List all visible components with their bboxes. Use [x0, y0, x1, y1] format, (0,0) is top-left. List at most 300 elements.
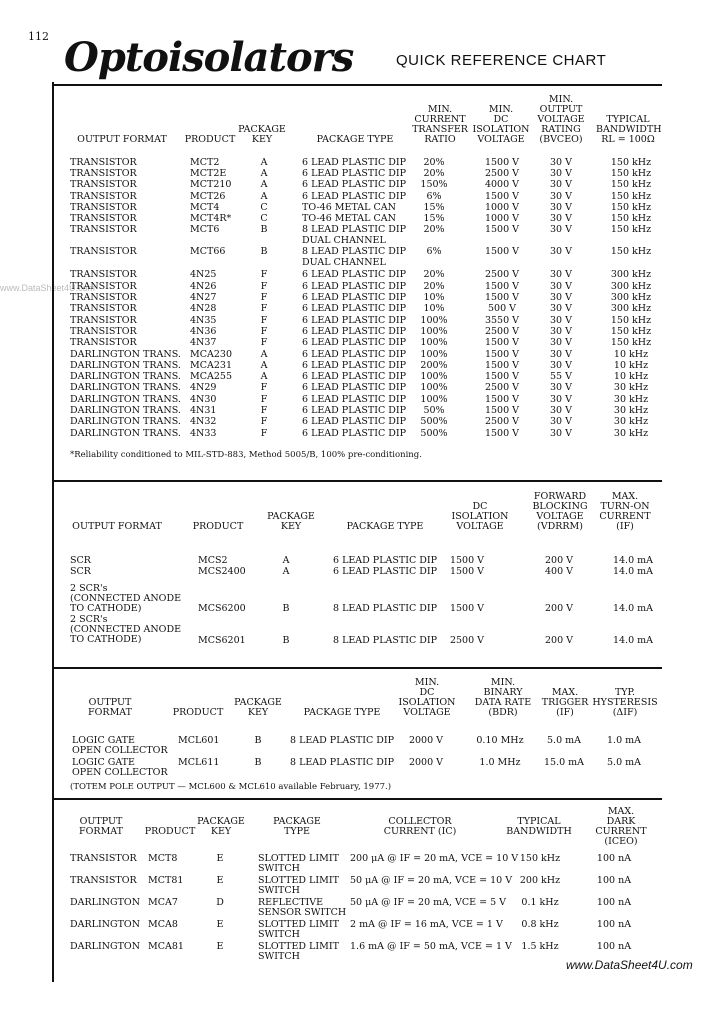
table-cell: C	[260, 213, 268, 224]
table-cell: 2500 V	[484, 168, 520, 180]
table-cell: 6 LEAD PLASTIC DIP	[302, 416, 407, 428]
table-cell: 150 kHz	[610, 314, 652, 326]
table-cell: DARLINGTON TRANS.	[70, 359, 181, 371]
table-cell: 6 LEAD PLASTIC DIP	[302, 269, 407, 281]
table-cell: B	[254, 735, 262, 746]
table-cell: MCS2	[198, 555, 228, 566]
table-cell: MCT6	[190, 224, 220, 236]
column-header: OUTPUT FORMAT	[88, 697, 132, 718]
table-cell: 200 μA @ IF = 20 mA, VCE = 10 V	[350, 853, 519, 864]
table-cell: 150 kHz	[610, 190, 652, 202]
table-cell: 30 V	[550, 213, 572, 224]
table-cell: 15%	[423, 213, 445, 224]
column-header: PACKAGE KEY	[234, 697, 282, 718]
table-cell: SLOTTED LIMIT SWITCH	[258, 875, 339, 896]
table-cell: MCS6201	[198, 635, 246, 646]
table-cell: 1000 V	[484, 213, 520, 224]
table-cell: TO-46 METAL CAN	[302, 201, 396, 213]
table-cell: MCT2E	[190, 168, 227, 180]
table-cell: 30 V	[550, 168, 572, 180]
table-cell: 400 V	[544, 566, 573, 577]
table-cell: 1000 V	[484, 201, 520, 213]
table-cell: 2500 V	[484, 382, 520, 394]
table-cell: 4N28	[190, 303, 217, 315]
table-cell: MCA7	[148, 897, 178, 908]
table-cell: MCT4	[190, 201, 220, 213]
table-cell: 1500 V	[484, 190, 520, 202]
table-cell: LOGIC GATE OPEN COLLECTOR	[72, 757, 168, 778]
column-header: MIN. BINARY DATA RATE (BDR)	[474, 677, 532, 718]
column-header: PRODUCT	[144, 826, 196, 837]
table-cell: MCT26	[190, 190, 226, 202]
table-cell: 2000 V	[408, 757, 444, 768]
column-header: DC ISOLATION VOLTAGE	[451, 501, 509, 532]
table-cell: DARLINGTON TRANS.	[70, 382, 181, 394]
table-cell: 30 V	[550, 292, 572, 303]
table-cell: 30 kHz	[613, 427, 649, 439]
table-cell: 1500 V	[449, 555, 485, 566]
availability-note: (TOTEM POLE OUTPUT — MCL600 & MCL610 available February, 1977.)	[70, 782, 392, 792]
table-cell: 10 kHz	[613, 371, 649, 383]
table-cell: 100%	[420, 382, 448, 394]
page-number: 112	[28, 30, 49, 43]
table-cell: 8 LEAD PLASTIC DIP	[290, 757, 395, 768]
table-cell: 30 kHz	[613, 393, 649, 405]
table-cell: TRANSISTOR	[70, 201, 137, 213]
table-cell: 100 nA	[596, 853, 632, 864]
table-cell: B	[282, 603, 290, 614]
table-cell: 30 V	[550, 416, 572, 428]
table-cell: 200%	[420, 359, 448, 371]
table-cell: E	[216, 853, 224, 864]
table-cell: 10 kHz	[613, 359, 649, 371]
table-cell: 8 LEAD PLASTIC DIP	[333, 635, 438, 646]
table-cell: 10 kHz	[613, 348, 649, 360]
table-cell: 30 V	[550, 190, 572, 202]
table-cell: 100%	[420, 348, 448, 360]
table-cell: TRANSISTOR	[70, 314, 137, 326]
table-cell: 30 V	[550, 280, 572, 292]
table-cell: E	[216, 919, 224, 930]
table-cell: F	[260, 405, 268, 416]
table-cell: 0.10 MHz	[476, 735, 524, 746]
table-cell: SLOTTED LIMIT SWITCH	[258, 853, 339, 874]
table-cell: DARLINGTON TRANS.	[70, 405, 181, 416]
table-cell: 4N31	[190, 405, 217, 416]
table-cell: 200 V	[544, 603, 573, 614]
table-cell: 150 kHz	[610, 179, 652, 191]
column-header: COLLECTOR CURRENT (IC)	[383, 816, 457, 837]
table-cell: 8 LEAD PLASTIC DIP	[302, 246, 407, 258]
table-cell: (CONNECTED ANODE TO CATHODE)	[70, 624, 182, 645]
table-cell: 6 LEAD PLASTIC DIP	[302, 371, 407, 383]
table-cell: F	[260, 382, 268, 394]
table-cell: 30 V	[550, 405, 572, 416]
table-cell: 6 LEAD PLASTIC DIP	[302, 292, 407, 303]
table-cell: 4N36	[190, 325, 217, 337]
table-cell: 200 V	[544, 635, 573, 646]
column-header: PACKAGE KEY	[267, 511, 315, 532]
table-cell: 150 kHz	[610, 224, 652, 236]
table-cell: 6 LEAD PLASTIC DIP	[302, 179, 407, 191]
table-cell: 14.0 mA	[612, 603, 654, 614]
table-cell: 100%	[420, 325, 448, 337]
table-cell: 6 LEAD PLASTIC DIP	[302, 168, 407, 180]
table-cell: 100%	[420, 371, 448, 383]
table-cell: 1500 V	[449, 603, 485, 614]
table-cell: A	[260, 157, 268, 168]
table-cell: F	[260, 269, 268, 281]
table-cell: 10%	[423, 292, 445, 303]
divider-3	[52, 667, 662, 669]
column-header: OUTPUT FORMAT	[77, 134, 167, 145]
table-cell: 1500 V	[484, 405, 520, 416]
table-cell: TRANSISTOR	[70, 190, 137, 202]
table-cell: MCT4R*	[190, 213, 232, 224]
table-cell: A	[260, 190, 268, 202]
table-cell: 1500 V	[484, 280, 520, 292]
table-cell: 6 LEAD PLASTIC DIP	[302, 382, 407, 394]
table-cell: F	[260, 303, 268, 315]
table-cell: 2000 V	[408, 735, 444, 746]
table-cell: 30 V	[550, 201, 572, 213]
column-header: FORWARD BLOCKING VOLTAGE (VDRRM)	[532, 491, 588, 532]
table-cell: 150 kHz	[610, 337, 652, 349]
table-cell: F	[260, 337, 268, 349]
table-cell: DARLINGTON TRANS.	[70, 427, 181, 439]
table-cell: F	[260, 325, 268, 337]
table-cell: 1500 V	[484, 393, 520, 405]
table-cell: 1500 V	[484, 292, 520, 303]
table-cell: 100 nA	[596, 897, 632, 908]
table-cell: MCT2	[190, 157, 220, 168]
table-cell: 2 SCR's	[70, 614, 108, 625]
table-cell: MCA8	[148, 919, 178, 930]
table-cell: SLOTTED LIMIT SWITCH	[258, 919, 339, 940]
table-cell: B	[260, 224, 268, 236]
table-cell: 5.0 mA	[547, 735, 581, 746]
table-cell: F	[260, 393, 268, 405]
table-cell: 100 nA	[596, 875, 632, 886]
table-cell: 1500 V	[484, 224, 520, 236]
table-cell: A	[260, 168, 268, 180]
table-cell: 30 V	[550, 325, 572, 337]
table-cell: 20%	[423, 224, 445, 236]
table-cell: A	[282, 566, 290, 577]
table-cell: 4N30	[190, 393, 217, 405]
table-cell: 30 kHz	[613, 382, 649, 394]
table-cell: MCA230	[190, 348, 232, 360]
table-cell: 30 V	[550, 337, 572, 349]
table-cell: 500%	[420, 427, 448, 439]
table-cell: D	[216, 897, 224, 908]
table-cell: DARLINGTON	[70, 941, 141, 952]
table-cell: 10%	[423, 303, 445, 315]
table-cell: DARLINGTON	[70, 897, 141, 908]
table-cell: 2500 V	[484, 325, 520, 337]
table-cell: 6 LEAD PLASTIC DIP	[333, 555, 438, 566]
table-cell: F	[260, 416, 268, 428]
divider-4	[52, 798, 662, 800]
table-cell: 6 LEAD PLASTIC DIP	[302, 427, 407, 439]
table-cell: 14.0 mA	[612, 635, 654, 646]
column-header: TYPICAL BANDWIDTH RL = 100Ω	[596, 114, 662, 145]
table-cell: F	[260, 314, 268, 326]
table-cell: B	[282, 635, 290, 646]
table-cell: 200 V	[544, 555, 573, 566]
table-cell: 150 kHz	[610, 201, 652, 213]
table-cell: 6%	[426, 190, 442, 202]
table-cell: MCS2400	[198, 566, 246, 577]
table-cell: B	[254, 757, 262, 768]
table-cell: 100%	[420, 314, 448, 326]
table-cell: 150 kHz	[519, 853, 561, 864]
table-cell: 6 LEAD PLASTIC DIP	[302, 337, 407, 349]
table-cell: 1.0 MHz	[479, 757, 521, 768]
table-cell: TRANSISTOR	[70, 280, 137, 292]
table-cell: 30 V	[550, 382, 572, 394]
table-cell: TRANSISTOR	[70, 853, 137, 864]
table-cell: 300 kHz	[610, 303, 652, 315]
table-cell: MCA231	[190, 359, 232, 371]
table-cell: F	[260, 280, 268, 292]
table-cell: 150 kHz	[610, 213, 652, 224]
table-cell: REFLECTIVE SENSOR SWITCH	[258, 897, 347, 918]
table-cell: 1500 V	[484, 427, 520, 439]
table-cell: DARLINGTON	[70, 919, 141, 930]
table-cell: 20%	[423, 269, 445, 281]
column-header: MIN. DC ISOLATION VOLTAGE	[472, 104, 530, 145]
table-cell: 4N33	[190, 427, 217, 439]
table-cell: TRANSISTOR	[70, 157, 137, 168]
column-header: PRODUCT	[172, 707, 224, 718]
table-cell: 200 kHz	[519, 875, 561, 886]
table-cell: 6 LEAD PLASTIC DIP	[302, 359, 407, 371]
column-header: PACKAGE KEY	[197, 816, 245, 837]
table-cell: 6 LEAD PLASTIC DIP	[302, 325, 407, 337]
table-cell: 30 V	[550, 224, 572, 236]
page-title: Optoisolators	[64, 34, 354, 81]
table-cell: 2 SCR's	[70, 583, 108, 594]
table-cell: 30 V	[550, 246, 572, 258]
table-cell: 1500 V	[484, 359, 520, 371]
column-header: PRODUCT	[192, 521, 244, 532]
table-cell: 4N37	[190, 337, 217, 349]
table-cell: 300 kHz	[610, 280, 652, 292]
table-cell: 20%	[423, 168, 445, 180]
table-cell: TRANSISTOR	[70, 213, 137, 224]
table-cell: 14.0 mA	[612, 555, 654, 566]
table-cell: MCT81	[148, 875, 184, 886]
table-cell: 1500 V	[484, 371, 520, 383]
table-cell: 6 LEAD PLASTIC DIP	[302, 393, 407, 405]
table-cell: 6 LEAD PLASTIC DIP	[333, 566, 438, 577]
table-cell: 6 LEAD PLASTIC DIP	[302, 348, 407, 360]
table-cell: 1500 V	[484, 348, 520, 360]
table-cell: F	[260, 292, 268, 303]
table-cell: 1500 V	[484, 157, 520, 168]
watermark-right: www.DataSheet4U.com	[566, 958, 693, 972]
table-cell: 6 LEAD PLASTIC DIP	[302, 157, 407, 168]
table-cell: DARLINGTON TRANS.	[70, 348, 181, 360]
table-cell: MCL611	[178, 757, 220, 768]
table-cell: A	[260, 348, 268, 360]
table-cell: 30 V	[550, 303, 572, 315]
table-cell: DARLINGTON TRANS.	[70, 393, 181, 405]
table-cell: 4N27	[190, 292, 217, 303]
table-cell: 150 kHz	[610, 325, 652, 337]
column-header: MIN. DC ISOLATION VOLTAGE	[398, 677, 456, 718]
divider-2	[52, 480, 662, 482]
table-cell: 15%	[423, 201, 445, 213]
table-cell: 4N32	[190, 416, 217, 428]
table-cell: 100 nA	[596, 941, 632, 952]
table-cell: DUAL CHANNEL	[302, 235, 386, 247]
table-cell: 4N29	[190, 382, 217, 394]
table-cell: A	[282, 555, 290, 566]
table-cell: 100%	[420, 337, 448, 349]
table-cell: 6%	[426, 246, 442, 258]
table-cell: TRANSISTOR	[70, 337, 137, 349]
table-cell: 0.8 kHz	[521, 919, 559, 930]
table-cell: 1.6 mA @ IF = 50 mA, VCE = 1 V	[350, 941, 512, 952]
table-cell: 30 V	[550, 157, 572, 168]
table-cell: 6 LEAD PLASTIC DIP	[302, 314, 407, 326]
table-cell: TRANSISTOR	[70, 179, 137, 191]
table-cell: 30 V	[550, 348, 572, 360]
table-cell: 3550 V	[484, 314, 520, 326]
table-cell: 30 kHz	[613, 416, 649, 428]
table-cell: LOGIC GATE OPEN COLLECTOR	[72, 735, 168, 756]
table-cell: 4N26	[190, 280, 217, 292]
table-cell: 100%	[420, 393, 448, 405]
table-cell: SCR	[70, 566, 91, 577]
footnote: *Reliability conditioned to MIL-STD-883, Method 5005/B, 100% pre-conditioning.	[70, 450, 422, 460]
table-cell: 55 V	[550, 371, 572, 383]
watermark-left: www.DataSheet4U.com	[0, 283, 96, 293]
column-header: PACKAGE TYPE	[273, 816, 321, 837]
table-cell: 1500 V	[449, 566, 485, 577]
table-cell: (CONNECTED ANODE TO CATHODE)	[70, 593, 182, 614]
table-cell: 150%	[420, 179, 448, 191]
table-cell: SLOTTED LIMIT SWITCH	[258, 941, 339, 962]
table-cell: TRANSISTOR	[70, 292, 137, 303]
table-cell: 1.0 mA	[607, 735, 641, 746]
table-cell: C	[260, 201, 268, 213]
table-cell: E	[216, 875, 224, 886]
table-cell: 4N35	[190, 314, 217, 326]
table-cell: MCS6200	[198, 603, 246, 614]
table-cell: MCT8	[148, 853, 178, 864]
table-cell: 2500 V	[484, 269, 520, 281]
table-cell: 30 V	[550, 427, 572, 439]
table-cell: F	[260, 427, 268, 439]
table-cell: 100 nA	[596, 919, 632, 930]
table-cell: 500 V	[487, 303, 516, 315]
page-subtitle: QUICK REFERENCE CHART	[396, 52, 607, 69]
table-cell: A	[260, 179, 268, 191]
table-cell: 14.0 mA	[612, 566, 654, 577]
table-cell: MCA81	[148, 941, 184, 952]
table-cell: 2500 V	[449, 635, 485, 646]
table-cell: 0.1 kHz	[521, 897, 559, 908]
column-header: PACKAGE TYPE	[316, 134, 394, 145]
table-cell: DARLINGTON TRANS.	[70, 416, 181, 428]
table-cell: 5.0 mA	[607, 757, 641, 768]
table-cell: A	[260, 371, 268, 383]
table-cell: 30 V	[550, 359, 572, 371]
table-cell: 1500 V	[484, 337, 520, 349]
table-cell: 2500 V	[484, 416, 520, 428]
table-cell: 20%	[423, 280, 445, 292]
table-cell: 20%	[423, 157, 445, 168]
table-cell: 2 mA @ IF = 16 mA, VCE = 1 V	[350, 919, 503, 930]
column-header: TYP. HYSTERESIS (ΔIF)	[592, 687, 658, 718]
table-cell: TRANSISTOR	[70, 168, 137, 180]
table-cell: 50%	[423, 405, 445, 416]
column-header: OUTPUT FORMAT	[79, 816, 123, 837]
table-cell: 6 LEAD PLASTIC DIP	[302, 190, 407, 202]
table-cell: E	[216, 941, 224, 952]
table-cell: 500%	[420, 416, 448, 428]
table-cell: 30 kHz	[613, 405, 649, 416]
table-cell: 150 kHz	[610, 168, 652, 180]
column-header: MAX. DARK CURRENT (ICEO)	[595, 806, 647, 847]
table-cell: TRANSISTOR	[70, 269, 137, 281]
table-cell: MCT66	[190, 246, 226, 258]
column-header: OUTPUT FORMAT	[72, 521, 162, 532]
table-cell: TRANSISTOR	[70, 875, 137, 886]
table-cell: 50 μA @ IF = 20 mA, VCE = 10 V	[350, 875, 513, 886]
table-cell: 30 V	[550, 393, 572, 405]
divider-top	[52, 84, 662, 86]
table-cell: 4N25	[190, 269, 217, 281]
table-cell: 30 V	[550, 269, 572, 281]
table-cell: TRANSISTOR	[70, 325, 137, 337]
table-cell: 30 V	[550, 314, 572, 326]
table-cell: B	[260, 246, 268, 258]
table-cell: TRANSISTOR	[70, 246, 137, 258]
column-header: PACKAGE TYPE	[303, 707, 381, 718]
table-cell: TO-46 METAL CAN	[302, 213, 396, 224]
table-cell: TRANSISTOR	[70, 303, 137, 315]
table-cell: 30 V	[550, 179, 572, 191]
column-header: TYPICAL BANDWIDTH	[506, 816, 572, 837]
table-cell: 8 LEAD PLASTIC DIP	[333, 603, 438, 614]
table-cell: 6 LEAD PLASTIC DIP	[302, 303, 407, 315]
table-cell: MCL601	[178, 735, 220, 746]
column-header: MAX. TURN-ON CURRENT (IF)	[599, 491, 651, 532]
column-header: MIN. OUTPUT VOLTAGE RATING (BVCEO)	[537, 94, 585, 145]
table-cell: 15.0 mA	[543, 757, 585, 768]
column-header: MIN. CURRENT TRANSFER RATIO	[412, 104, 468, 145]
column-header: MAX. TRIGGER (IF)	[541, 687, 589, 718]
table-cell: MCA255	[190, 371, 232, 383]
table-cell: DUAL CHANNEL	[302, 257, 386, 269]
table-cell: 150 kHz	[610, 246, 652, 258]
table-cell: SCR	[70, 555, 91, 566]
column-header: PRODUCT	[184, 134, 236, 145]
table-cell: 8 LEAD PLASTIC DIP	[302, 224, 407, 236]
table-cell: DARLINGTON TRANS.	[70, 371, 181, 383]
table-cell: A	[260, 359, 268, 371]
column-header: PACKAGE KEY	[238, 124, 286, 145]
column-header: PACKAGE TYPE	[346, 521, 424, 532]
table-cell: 6 LEAD PLASTIC DIP	[302, 280, 407, 292]
table-cell: MCT210	[190, 179, 232, 191]
table-cell: TRANSISTOR	[70, 224, 137, 236]
table-cell: 8 LEAD PLASTIC DIP	[290, 735, 395, 746]
